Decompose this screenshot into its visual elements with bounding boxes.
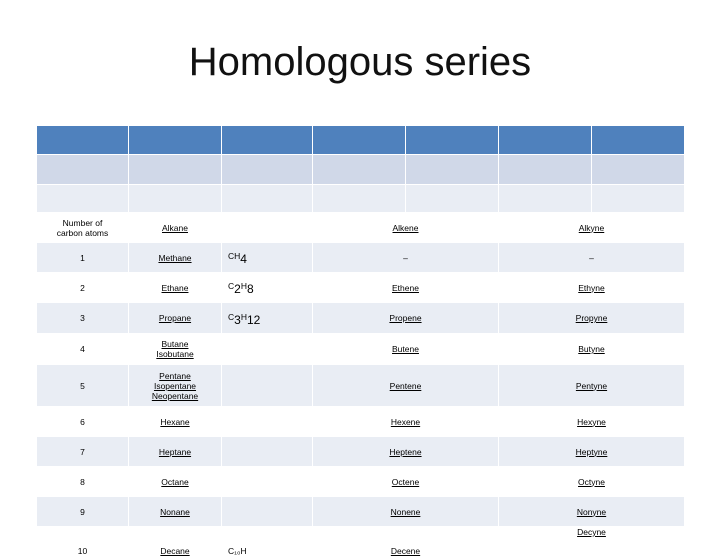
carbon-count: 7 bbox=[37, 437, 129, 467]
table-row bbox=[37, 407, 685, 437]
alkyne-dash: – bbox=[499, 243, 685, 273]
alkane-link[interactable]: Nonane bbox=[160, 506, 190, 517]
molecular-formula: C₁₀H bbox=[222, 527, 313, 557]
alkyne-link[interactable]: Ethyne bbox=[578, 282, 605, 293]
alkane-link[interactable]: Heptane bbox=[158, 446, 192, 457]
alkene-link[interactable]: Octene bbox=[391, 476, 420, 487]
header-carbon-atoms: Number of carbon atoms bbox=[37, 213, 129, 243]
molecular-formula: $C_3H_{12}$ bbox=[222, 303, 313, 334]
header-alkane-link[interactable]: Alkane bbox=[162, 222, 188, 233]
carbon-count: 2 bbox=[37, 273, 129, 303]
carbon-count: 6 bbox=[37, 407, 129, 437]
alkane-link[interactable]: Pentane bbox=[159, 370, 191, 381]
alkane-link[interactable]: Methane bbox=[158, 252, 192, 263]
header-band-light bbox=[37, 155, 685, 185]
alkyne-link[interactable]: Nonyne bbox=[576, 506, 607, 517]
table-row bbox=[37, 365, 685, 407]
alkene-link[interactable]: Ethene bbox=[392, 282, 419, 293]
header-alkene-link[interactable]: Alkene bbox=[392, 222, 419, 233]
header-alkyne-link[interactable]: Alkyne bbox=[578, 222, 605, 233]
alkyne-link[interactable]: Octyne bbox=[578, 476, 605, 487]
alkene-link[interactable]: Heptene bbox=[389, 446, 422, 457]
alkane-link[interactable]: Butane bbox=[161, 339, 189, 349]
table-row bbox=[37, 334, 685, 365]
molecular-formula: $CH_4$ bbox=[222, 243, 313, 273]
alkane-link[interactable]: Octane bbox=[161, 476, 189, 487]
homologous-series-table bbox=[36, 125, 685, 557]
alkane-isomer-link[interactable]: Neopentane bbox=[151, 390, 199, 401]
alkyne-link[interactable]: Butyne bbox=[578, 344, 605, 354]
alkane-link[interactable]: Propane bbox=[158, 313, 192, 323]
molecular-formula: $C_2H_8$ bbox=[222, 273, 313, 303]
alkene-link[interactable]: Pentene bbox=[389, 380, 422, 391]
alkyne-link[interactable]: Decyne bbox=[577, 527, 606, 537]
alkyne-link[interactable]: Hexyne bbox=[577, 416, 606, 427]
alkane-isomer-link[interactable]: Isopentane bbox=[153, 380, 197, 391]
table-row bbox=[37, 497, 685, 527]
header-band-dark bbox=[37, 126, 685, 155]
carbon-count: 5 bbox=[37, 365, 129, 407]
alkane-link[interactable]: Ethane bbox=[161, 282, 189, 293]
alkene-link[interactable]: Decene bbox=[390, 546, 421, 556]
table-row bbox=[37, 467, 685, 497]
table-row bbox=[37, 437, 685, 467]
header-band-pale bbox=[37, 185, 685, 213]
alkane-link[interactable]: Hexane bbox=[160, 416, 190, 427]
alkane-isomer-link[interactable]: Isobutane bbox=[156, 349, 194, 359]
table-row bbox=[37, 527, 685, 557]
alkene-link[interactable]: Hexene bbox=[390, 416, 421, 427]
carbon-count: 9 bbox=[37, 497, 129, 527]
alkene-link[interactable]: Nonene bbox=[390, 506, 421, 517]
alkene-link[interactable]: Propene bbox=[389, 313, 422, 323]
table-row bbox=[37, 273, 685, 303]
alkene-dash: – bbox=[313, 243, 499, 273]
alkyne-link[interactable]: Heptyne bbox=[575, 446, 608, 457]
carbon-count: 1 bbox=[37, 243, 129, 273]
carbon-count: 3 bbox=[37, 303, 129, 334]
table-row bbox=[37, 303, 685, 334]
alkane-link[interactable]: Decane bbox=[160, 546, 190, 556]
table-row bbox=[37, 243, 685, 273]
carbon-count: 10 bbox=[37, 527, 129, 557]
carbon-count: 8 bbox=[37, 467, 129, 497]
alkene-link[interactable]: Butene bbox=[392, 344, 419, 354]
alkyne-link[interactable]: Propyne bbox=[575, 313, 608, 323]
column-header-row bbox=[37, 213, 685, 243]
alkyne-link[interactable]: Pentyne bbox=[575, 380, 608, 391]
carbon-count: 4 bbox=[37, 334, 129, 365]
slide-title: Homologous series bbox=[188, 40, 532, 84]
